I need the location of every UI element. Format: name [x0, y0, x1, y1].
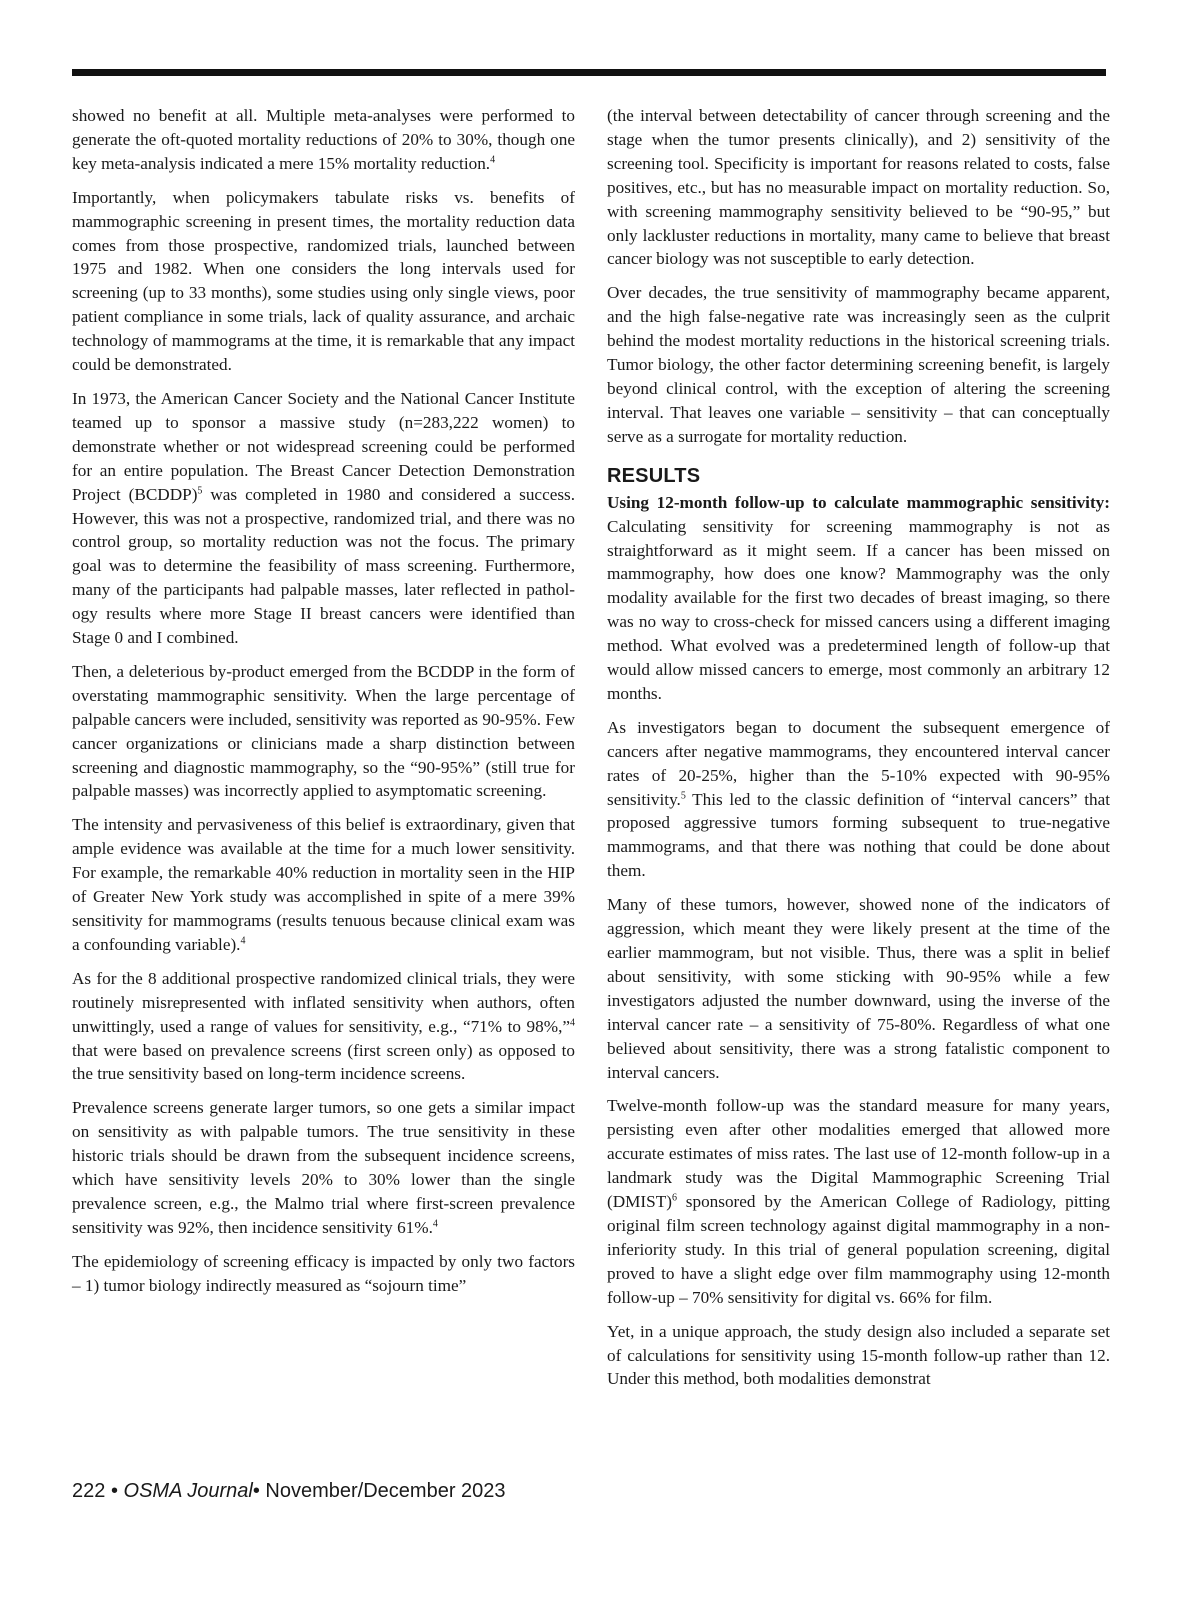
- reference-superscript: 5: [680, 789, 686, 801]
- page-number: 222: [72, 1480, 106, 1502]
- paragraph: Over decades, the true sensitivity of mammography became apparent, and the high false-negative rate was increasingly seen as the culprit behind the modest mortality reductions in the historical screening trials. Tumor biology, the other factor determining screening benefit, is largely beyond clinical control, with the exception of altering the screening interval. That leaves one variable – sensitivity – that can conceptually serve as a surrogate for mortality reduction.: [607, 283, 1110, 446]
- paragraph: Then, a deleterious by-product emerged from the BCDDP in the form of overstating mammographic sensitivity. When the large percentage of palpable cancers were included, sensitivity was reported as 90-95%. Few cancer organizations or clinicians made a sharp distinction between screening and diagnostic mammography, so the “90-95%” (still true for palpable masses) was incorrectly applied to asymptomatic screening.: [72, 661, 575, 801]
- reference-superscript: 4: [490, 154, 496, 166]
- reference-superscript: 4: [570, 1016, 575, 1028]
- paragraph: The intensity and pervasiveness of this belief is extraordinary, given that ample evidence was available at the time for a much lower sensitivity. For example, the remarkable 40% reduction in mortality seen in the HIP of Greater New York study was accomplished in spite of a mere 39% sensitivity for mammograms (results tenuous because clinical exam was a confounding variable).$^4$: [72, 815, 575, 954]
- paragraph: In 1973, the American Cancer Society and the National Cancer Institute teamed up to sponsor a massive study (n=283,222 women) to demonstrate whether or not widespread screening could be performed for an entire population. The Breast Cancer Detection Demonstration Project (BCDDP)$^5$ was completed in 1980 and considered a success. However, this was not a prospective, randomized trial, and there was no control group, so mortality reduction was not the focus. The primary goal was to determine the feasibility of mass screening. Furthermore, many of the participants had palpable masses, later reflected in pathology results where more Stage II breast cancers were identified than Stage 0 and I combined.: [72, 388, 575, 648]
- paragraph: As investigators began to document the subsequent emergence of cancers after negative mammograms, they encountered interval cancer rates of 20-25%, higher than the 5-10% expected with 90-95% sensitivity.$^5$ This led to the classic definition of “interval cancers” that proposed aggressive tumors forming subsequent to true-negative mammograms, and that there was nothing that could be done about them.: [607, 717, 1110, 881]
- paragraph: As for the 8 additional prospective randomized clinical trials, they were routinely misrepresented with inflated sensitivity when authors, often unwittingly, used a range of values for sensitivity, e.g., “71% to 98%,”$^4$ that were based on prevalence screens (first screen only) as opposed to the true sensitivity based on long-term incidence screens.: [72, 968, 575, 1084]
- page-footer: [72, 1480, 506, 1503]
- top-rule: [72, 69, 1106, 76]
- paragraph: (the interval between detectability of cancer through screening and the stage when the tumor presents clinically), and 2) sensitivity of the screening tool. Specificity is important for reasons related to costs, false positives, etc., but has no measurable impact on mortality reduction. So, with screening mammography sensitivity believed to be “90-95,” but only lackluster reductions in mortality, many came to believe that breast cancer biology was not susceptible to early detection.: [607, 106, 1110, 269]
- paragraph: Using 12-month follow-up to calculate mammographic sensitivity: Calculating sensitivity for screening mammography is not as straightforward as it might seem. If a cancer has been missed on mammography, how does one know? Mammography was the only modality available for the first two decades of breast imaging, so there was no way to cross-check for missed cancers using a different imaging method. What evolved was a predetermined length of follow-up that would allow missed cancers to emerge, most commonly an arbitrary 12 months.: [607, 492, 1110, 703]
- reference-superscript: 6: [671, 1192, 677, 1204]
- right-column: [607, 104, 1110, 1391]
- paragraph: Yet, in a unique approach, the study design also included a separate set of calculations for sensitivity using 15-month follow-up rather than 12. Under this method, both modalities demonstrat: [607, 1321, 1110, 1389]
- journal-name: OSMA Journal: [123, 1480, 253, 1502]
- paragraph: The epidemiology of screening efficacy is impacted by only two factors – 1) tumor biology indirectly measured as “sojourn time”: [72, 1251, 575, 1295]
- bullet-separator: •: [110, 1480, 118, 1502]
- paragraph: Twelve-month follow-up was the standard measure for many years, persisting even after other modalities emerged that allowed more accurate estimates of miss rates. The last use of 12-month follow-up in a landmark study was the Digital Mammographic Screening Trial (DMIST)$^6$ sponsored by the American College of Radiology, pitting original film screen technology against digital mammography in a non-inferiority study. In this trial of general population screening, digital proved to have a slight edge over film mammography using 12-month follow-up – 70% sensitivity for digital vs. 66% for film.: [607, 1096, 1110, 1307]
- reference-superscript: 4: [432, 1218, 438, 1230]
- paragraph: showed no benefit at all. Multiple meta-analyses were performed to generate the oft-quoted mortality reductions of 20% to 30%, though one key meta-analysis indicated a mere 15% mortality reduction.$^4$: [72, 106, 575, 173]
- left-column: [72, 104, 575, 1298]
- bullet-separator: •: [252, 1480, 260, 1502]
- reference-superscript: 5: [197, 484, 203, 496]
- paragraph: Prevalence screens generate larger tumors, so one gets a similar impact on sensitivity as with palpable tumors. The true sensitivity in these historic trials should be drawn from the subsequent incidence screens, which have sensitivity levels 20% to 30% lower than the single prevalence screen, e.g., the Malmo trial where first-screen prevalence sensitivity was 92%, then incidence sensitivity 61%.$^4$: [72, 1098, 575, 1237]
- reference-superscript: 4: [240, 935, 246, 947]
- issue-date: November/December 2023: [265, 1480, 506, 1502]
- paragraph: Importantly, when policymakers tabulate risks vs. benefits of mammographic screening in present times, the mortality reduction data comes from those prospective, randomized trials, launched between 1975 and 1982. When one considers the long intervals used for screening (up to 33 months), some studies using only single views, poor patient compliance in some trials, lack of quality assurance, and archaic technology of mammograms at the time, it is remarkable that any impact could be demonstrated.: [72, 187, 575, 375]
- subheading: Using 12-month follow-up to calculate mammographic sensitivity:: [607, 492, 1110, 512]
- section-heading-results: RESULTS: [607, 464, 701, 487]
- paragraph: Many of these tumors, however, showed none of the indicators of aggression, which meant they were likely present at the time of the earlier mammogram, but not visible. Thus, there was a split in belief about sensitivity, with some sticking with 90-95% while a few investigators adjusted the number downward, using the inverse of the interval cancer rate – a sensitivity of 75-80%. Regardless of what one believed about sensitivity, there was a strong fatalistic component to interval cancers.: [607, 895, 1110, 1082]
